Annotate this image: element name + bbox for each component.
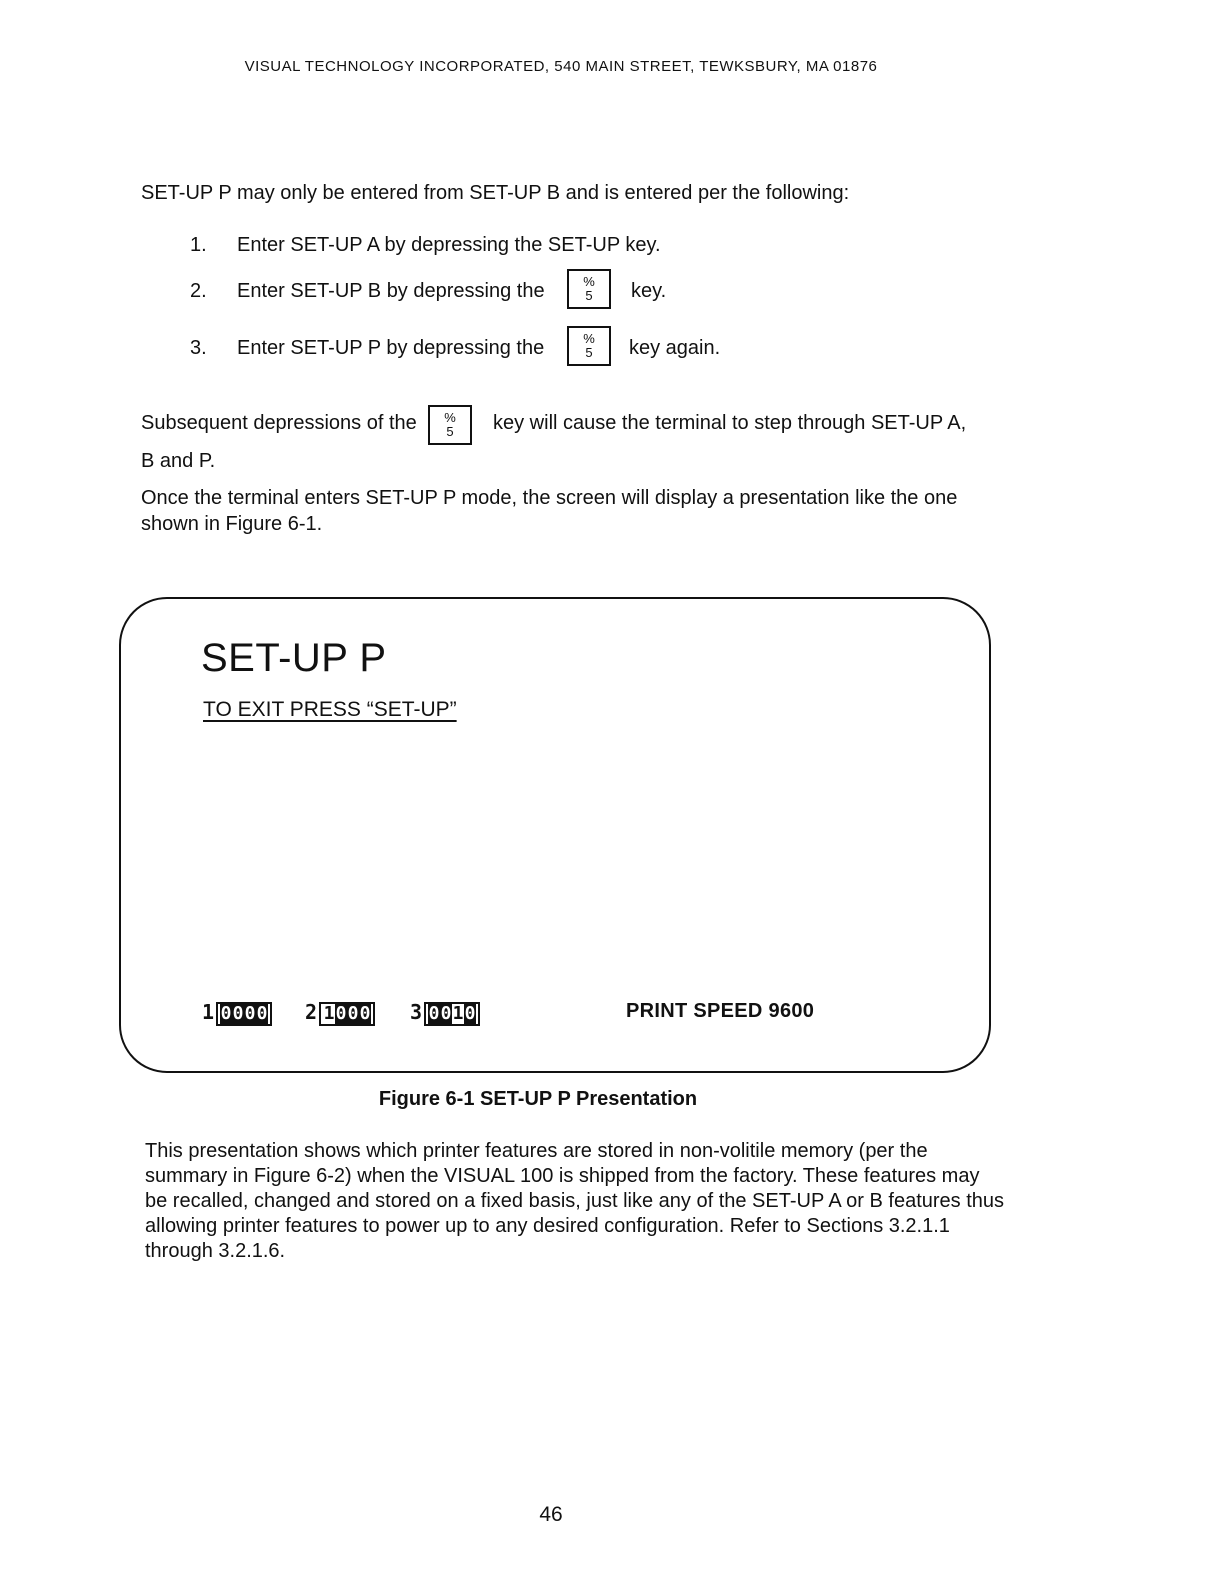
subsequent-text-end: key will cause the terminal to step through SET-UP A, <box>493 412 967 434</box>
feature-group-label: 3 <box>410 1000 423 1024</box>
step-2 <box>0 279 1224 309</box>
feature-bits <box>216 1002 272 1026</box>
once-text-line1: Once the terminal enters SET-UP P mode, the screen will display a presentation like the one <box>141 487 958 509</box>
bit: 0 <box>464 1003 476 1024</box>
feature-group-2 <box>305 1000 375 1026</box>
step-after-text: key. <box>631 280 667 302</box>
percent-5-key-icon: % 5 <box>567 269 611 309</box>
step-1 <box>0 233 1224 263</box>
intro-paragraph: SET-UP P may only be entered from SET-UP B and is entered per the following: <box>141 182 850 204</box>
bit: 0 <box>256 1003 268 1024</box>
percent-5-key-icon: % 5 <box>567 326 611 366</box>
bit: 0 <box>335 1003 347 1024</box>
exit-instruction: TO EXIT PRESS “SET-UP” <box>203 698 457 721</box>
subsequent-text-start: Subsequent depressions of the <box>141 412 417 434</box>
percent-5-key-icon: % 5 <box>428 405 472 445</box>
figure-caption: Figure 6-1 SET-UP P Presentation <box>378 1088 698 1110</box>
bit: 1 <box>452 1003 464 1024</box>
bit: 0 <box>220 1003 232 1024</box>
bit: 1 <box>323 1003 335 1024</box>
setup-p-title: SET-UP P <box>201 636 387 680</box>
step-number: 1. <box>190 234 207 256</box>
bit: 0 <box>347 1003 359 1024</box>
bit: 0 <box>244 1003 256 1024</box>
bit: 0 <box>359 1003 371 1024</box>
step-text: Enter SET-UP P by depressing the <box>237 337 545 359</box>
bit: 0 <box>428 1003 440 1024</box>
print-speed: PRINT SPEED 9600 <box>626 1000 815 1022</box>
feature-bits <box>424 1002 480 1026</box>
page-number: 46 <box>539 1503 563 1526</box>
feature-bits <box>319 1002 375 1026</box>
step-number: 3. <box>190 337 207 359</box>
feature-group-label: 1 <box>202 1000 215 1024</box>
feature-group-1 <box>202 1000 272 1026</box>
bit: 0 <box>232 1003 244 1024</box>
body-paragraph: This presentation shows which printer features are stored in non-volitile memory (per the summary in Figure 6-2) when the VISUAL 100 is shipped from the factory. These features may be recalled, changed and stored on a fixed basis, just like any of the SET-UP A or B features thus allowing printer features to power up to any desired configuration. Refer to Sections 3.2.1.1 through 3.2.1.6. <box>145 1140 1005 1262</box>
once-text-line2: shown in Figure 6-1. <box>141 513 323 535</box>
subsequent-text-line2: B and P. <box>141 450 216 472</box>
step-3 <box>0 336 1224 366</box>
page-header: VISUAL TECHNOLOGY INCORPORATED, 540 MAIN STREET, TEWKSBURY, MA 01876 <box>244 58 878 75</box>
bit: 0 <box>440 1003 452 1024</box>
step-number: 2. <box>190 280 207 302</box>
step-after-text: key again. <box>629 337 721 359</box>
step-text: Enter SET-UP B by depressing the <box>237 280 545 302</box>
feature-group-3 <box>410 1000 480 1026</box>
step-text: Enter SET-UP A by depressing the SET-UP key. <box>237 234 661 256</box>
feature-group-label: 2 <box>305 1000 318 1024</box>
